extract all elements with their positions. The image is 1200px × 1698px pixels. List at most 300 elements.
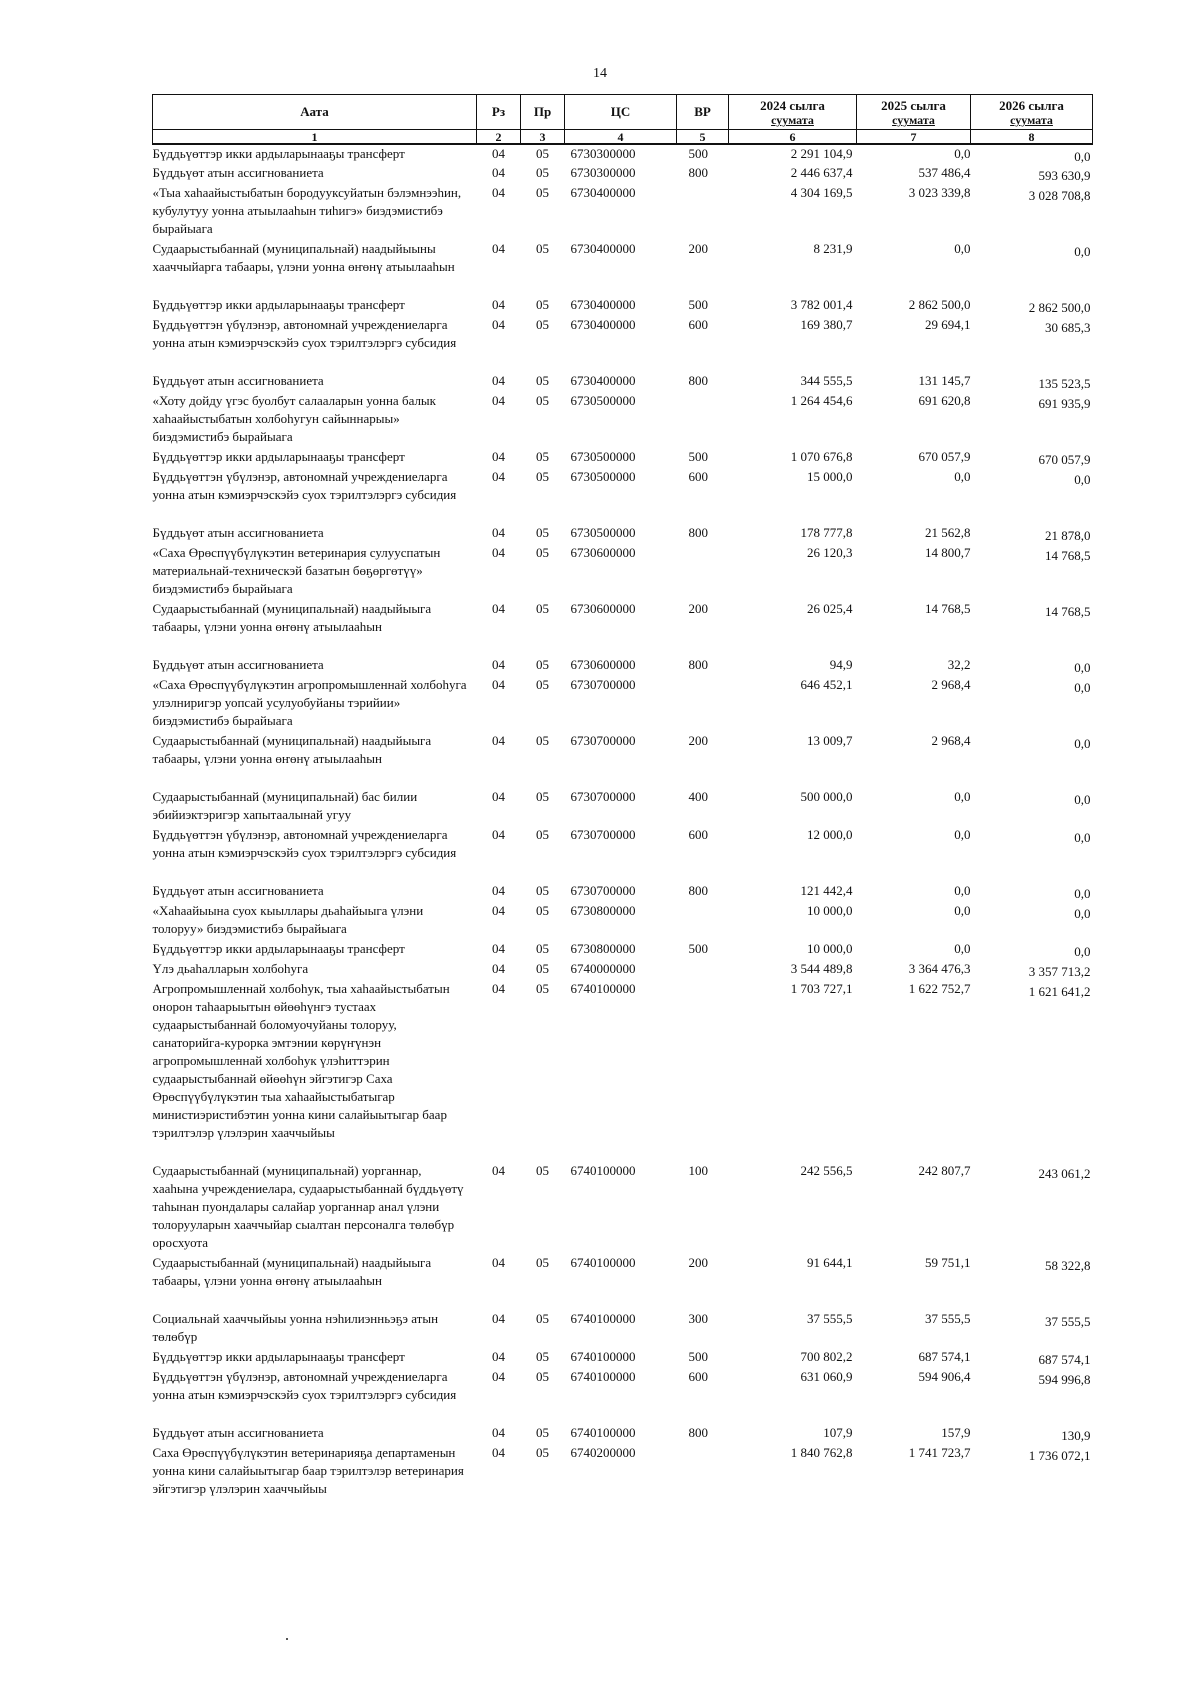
page-number: 14 <box>593 66 607 81</box>
row-2025-cell: 594 906,4 <box>918 1369 971 1384</box>
row-2026-value: 691 935,9 <box>1038 396 1091 411</box>
row-pr-cell: 05 <box>536 545 549 560</box>
row-2026-value: 30 685,3 <box>1045 320 1091 335</box>
row-2026-value: 0,0 <box>1074 792 1091 807</box>
row-pr-cell: 05 <box>536 827 549 842</box>
row-pr-cell: 05 <box>536 733 549 748</box>
row-2024-cell: 26 120,3 <box>807 545 853 560</box>
row-vr-cell: 500 <box>688 941 708 956</box>
row-cs-cell: 6740200000 <box>570 1445 636 1460</box>
row-rz-cell: 04 <box>492 241 505 256</box>
row-2025-cell: 0,0 <box>954 827 971 842</box>
row-cs-cell: 6740100000 <box>570 1425 636 1440</box>
row-name-cell: Бүддьүөттэр икки ардыларынааҕы трансферт <box>152 297 405 312</box>
table-row <box>153 960 1093 980</box>
row-name-cell: Бүддьүөт атын ассигнованиета <box>152 165 324 180</box>
row-pr-cell: 05 <box>536 941 549 956</box>
row-rz-cell: 04 <box>492 941 505 956</box>
row-2026-cell <box>971 902 1093 940</box>
row-vr-cell: 200 <box>688 1255 708 1270</box>
row-vr-cell: 300 <box>688 1311 708 1326</box>
row-rz-cell: 04 <box>492 545 505 560</box>
table-row <box>153 392 1093 448</box>
row-vr-cell <box>677 676 729 732</box>
row-2025-cell: 157,9 <box>941 1425 971 1440</box>
row-2026-cell <box>971 372 1093 392</box>
col-number: 8 <box>971 130 1093 145</box>
table-row <box>153 296 1093 316</box>
row-cs-cell: 6730700000 <box>570 677 636 692</box>
row-pr-cell: 05 <box>536 393 549 408</box>
row-pr-cell: 05 <box>536 165 549 180</box>
row-2024-cell: 3 544 489,8 <box>790 961 853 976</box>
row-2025-cell: 21 562,8 <box>925 525 971 540</box>
row-2024-cell: 4 304 169,5 <box>790 185 853 200</box>
row-2026-value: 0,0 <box>1074 736 1091 751</box>
row-2024-cell: 15 000,0 <box>807 469 853 484</box>
row-rz-cell: 04 <box>492 449 505 464</box>
row-cs-cell: 6730700000 <box>570 733 636 748</box>
row-rz-cell: 04 <box>492 1369 505 1384</box>
row-pr-cell: 05 <box>536 1163 549 1178</box>
table-body <box>153 144 1093 1518</box>
row-cs-cell: 6740100000 <box>570 981 636 996</box>
col-number: 1 <box>153 130 477 145</box>
row-2024-cell: 700 802,2 <box>800 1349 853 1364</box>
row-name-cell: Судаарыстыбаннай (муниципальнай) наадыйыыга табаары, үлэни уонна өҥөнү атыылааһын <box>152 733 432 766</box>
row-vr-cell <box>677 1444 729 1518</box>
row-2026-cell <box>971 960 1093 980</box>
row-name-cell: Бүддьүөт атын ассигнованиета <box>152 1425 324 1440</box>
row-2026-value: 14 768,5 <box>1045 548 1091 563</box>
table-row <box>153 524 1093 544</box>
row-2026-value: 687 574,1 <box>1038 1352 1091 1367</box>
row-2026-value: 0,0 <box>1074 680 1091 695</box>
row-rz-cell: 04 <box>492 185 505 200</box>
row-vr-cell: 500 <box>688 1349 708 1364</box>
row-2026-value: 243 061,2 <box>1038 1166 1091 1181</box>
row-pr-cell: 05 <box>536 449 549 464</box>
row-2025-cell: 0,0 <box>954 883 971 898</box>
row-vr-cell: 600 <box>688 1369 708 1384</box>
row-2025-cell: 32,2 <box>947 657 971 672</box>
row-pr-cell: 05 <box>536 961 549 976</box>
row-2024-cell: 10 000,0 <box>807 903 853 918</box>
row-vr-cell: 800 <box>688 373 708 388</box>
row-rz-cell: 04 <box>492 525 505 540</box>
row-2024-cell: 94,9 <box>829 657 853 672</box>
row-vr-cell: 800 <box>688 883 708 898</box>
row-name-cell: Бүддьүөттэн үбүлэнэр, автономнай учреждениеларга уонна атын кэмиэрчэскэйэ суох тэрилтэлэргэ субсидия <box>152 827 457 860</box>
row-2025-cell: 2 968,4 <box>931 733 971 748</box>
row-2026-cell <box>971 392 1093 448</box>
row-2026-cell <box>971 1424 1093 1444</box>
col-number: 5 <box>677 130 729 145</box>
row-2025-cell: 537 486,4 <box>918 165 971 180</box>
header-2026-year: 2026 сылга <box>999 98 1064 113</box>
row-name-cell: Саха Өрөспүүбүлүкэтин ветеринарияҕа департаменын уонна кини салайыытыгар баар тэрилтэлэр ветеринария эйгэтигэр үлэлэрин хааччыйыы <box>152 1445 464 1496</box>
row-2024-cell: 8 231,9 <box>813 241 853 256</box>
row-name-cell: Бүддьүөттэн үбүлэнэр, автономнай учреждениеларга уонна атын кэмиэрчэскэйэ суох тэрилтэлэргэ субсидия <box>152 1369 457 1402</box>
row-rz-cell: 04 <box>492 469 505 484</box>
row-2024-cell: 12 000,0 <box>807 827 853 842</box>
table-row <box>153 1162 1093 1254</box>
row-pr-cell: 05 <box>536 1369 549 1384</box>
row-cs-cell: 6740100000 <box>570 1311 636 1326</box>
row-2024-cell: 242 556,5 <box>800 1163 853 1178</box>
row-name-cell: «Саха Өрөспүүбүлүкэтин агропромышленнай холбоһуга улэлниригэр уопсай усулуобуйаны тэрийии» биэдэмистибэ бырайыага <box>152 677 467 728</box>
row-2025-cell: 691 620,8 <box>918 393 971 408</box>
row-2024-cell: 2 291 104,9 <box>790 146 853 161</box>
row-pr-cell: 05 <box>536 297 549 312</box>
row-rz-cell: 04 <box>492 146 505 161</box>
row-rz-cell: 04 <box>492 733 505 748</box>
row-2026-cell <box>971 826 1093 882</box>
row-vr-cell <box>677 980 729 1162</box>
row-name-cell: «Саха Өрөспүүбүлүкэтин ветеринария сулууспатын материальнай-техническэй базатын бөҕөргөтүү» биэдэмистибэ бырайыага <box>152 545 441 596</box>
row-2025-cell: 37 555,5 <box>925 1311 971 1326</box>
header-name: Аата <box>153 95 477 130</box>
row-cs-cell: 6730600000 <box>570 545 636 560</box>
row-2026-cell <box>971 468 1093 524</box>
row-2026-cell <box>971 296 1093 316</box>
column-number-row <box>153 130 1093 145</box>
table-row <box>153 1368 1093 1424</box>
row-2025-cell: 242 807,7 <box>918 1163 971 1178</box>
row-2025-cell: 2 968,4 <box>931 677 971 692</box>
row-rz-cell: 04 <box>492 903 505 918</box>
budget-table <box>152 94 1093 1518</box>
budget-table-container <box>152 94 1092 1518</box>
row-cs-cell: 6730700000 <box>570 883 636 898</box>
row-name-cell: «Хоту дойду үгэс буолбут салааларын уонна балык хаһаайыстыбатын холбоһугун сайыннарыы» биэдэмистибэ бырайыага <box>152 393 436 444</box>
row-name-cell: Бүддьүөттэн үбүлэнэр, автономнай учреждениеларга уонна атын кэмиэрчэскэйэ суох тэрилтэлэргэ субсидия <box>152 317 457 350</box>
row-2026-cell <box>971 1254 1093 1310</box>
row-vr-cell <box>677 902 729 940</box>
table-row <box>153 656 1093 676</box>
row-pr-cell: 05 <box>536 1311 549 1326</box>
row-2026-cell <box>971 788 1093 826</box>
row-name-cell: «Хаһаайыына суох кыыллары дьаһайыыга үлэни толоруу» биэдэмистибэ бырайыага <box>152 903 424 936</box>
table-row <box>153 940 1093 960</box>
row-vr-cell: 600 <box>688 827 708 842</box>
table-row <box>153 788 1093 826</box>
row-name-cell: Үлэ дьаһалларын холбоһуга <box>152 961 309 976</box>
row-2026-cell <box>971 600 1093 656</box>
row-cs-cell: 6730700000 <box>570 789 636 804</box>
row-cs-cell: 6730500000 <box>570 449 636 464</box>
row-2026-cell <box>971 316 1093 372</box>
row-vr-cell <box>677 392 729 448</box>
row-rz-cell: 04 <box>492 317 505 332</box>
row-2024-cell: 91 644,1 <box>807 1255 853 1270</box>
row-2024-cell: 1 264 454,6 <box>790 393 853 408</box>
row-rz-cell: 04 <box>492 373 505 388</box>
row-2026-value: 0,0 <box>1074 244 1091 259</box>
row-2024-cell: 500 000,0 <box>800 789 853 804</box>
row-2025-cell: 0,0 <box>954 241 971 256</box>
row-vr-cell: 800 <box>688 1425 708 1440</box>
row-2026-cell <box>971 1310 1093 1348</box>
row-vr-cell: 200 <box>688 601 708 616</box>
table-row <box>153 1310 1093 1348</box>
row-cs-cell: 6730800000 <box>570 903 636 918</box>
row-2026-cell <box>971 1368 1093 1424</box>
row-2024-cell: 37 555,5 <box>807 1311 853 1326</box>
row-cs-cell: 6730500000 <box>570 469 636 484</box>
table-row <box>153 732 1093 788</box>
row-cs-cell: 6740100000 <box>570 1163 636 1178</box>
row-vr-cell: 200 <box>688 733 708 748</box>
table-row <box>153 372 1093 392</box>
row-rz-cell: 04 <box>492 297 505 312</box>
row-2026-value: 37 555,5 <box>1045 1314 1091 1329</box>
row-cs-cell: 6730400000 <box>570 373 636 388</box>
row-vr-cell: 800 <box>688 165 708 180</box>
row-name-cell: Бүддьүөттэн үбүлэнэр, автономнай учреждениеларга уонна атын кэмиэрчэскэйэ суох тэрилтэлэргэ субсидия <box>152 469 457 502</box>
header-row <box>153 95 1093 130</box>
row-2024-cell: 169 380,7 <box>800 317 853 332</box>
table-row <box>153 144 1093 164</box>
row-2025-cell: 1 741 723,7 <box>908 1445 971 1460</box>
row-pr-cell: 05 <box>536 601 549 616</box>
row-2024-cell: 178 777,8 <box>800 525 853 540</box>
table-row <box>153 164 1093 184</box>
row-pr-cell: 05 <box>536 789 549 804</box>
row-rz-cell: 04 <box>492 165 505 180</box>
table-row <box>153 600 1093 656</box>
header-2024-year: 2024 сылга <box>760 98 825 113</box>
row-2026-value: 0,0 <box>1074 149 1091 164</box>
row-rz-cell: 04 <box>492 1311 505 1326</box>
row-name-cell: Агропромышленнай холбоһук, тыа хаһаайыстыбатын онорон таһаарыытын өйөөһүнгэ тустаах судаарыстыбаннай боломуочуйаны толоруу, санаторийга-курорка эмтэнии көрүҥүнэн агропромышленнай холбоһук үлэһиттэрин судаарыстыбаннай өйөөһүн эйгэтигэр Саха Өрөспүүбүлүкэтин тыа хаһаайыстыбатыгар министиэристибэтин уонна кини салайыытыгар баар тэрилтэлэр үлэлэрин хааччыйыы <box>152 981 450 1140</box>
row-2024-cell: 2 446 637,4 <box>790 165 853 180</box>
table-row <box>153 1348 1093 1368</box>
row-2026-value: 130,9 <box>1061 1428 1091 1443</box>
row-pr-cell: 05 <box>536 317 549 332</box>
row-rz-cell: 04 <box>492 1425 505 1440</box>
table-row <box>153 544 1093 600</box>
table-row <box>153 1254 1093 1310</box>
table-row <box>153 316 1093 372</box>
row-rz-cell: 04 <box>492 393 505 408</box>
row-vr-cell: 600 <box>688 317 708 332</box>
row-2026-value: 670 057,9 <box>1038 452 1091 467</box>
row-2026-value: 0,0 <box>1074 886 1091 901</box>
row-vr-cell: 500 <box>688 449 708 464</box>
row-pr-cell: 05 <box>536 1425 549 1440</box>
row-vr-cell: 800 <box>688 657 708 672</box>
header-pr: Пр <box>521 95 565 130</box>
row-2026-value: 0,0 <box>1074 660 1091 675</box>
row-rz-cell: 04 <box>492 1163 505 1178</box>
table-row <box>153 980 1093 1162</box>
row-rz-cell: 04 <box>492 1255 505 1270</box>
row-2025-cell: 3 023 339,8 <box>908 185 971 200</box>
row-rz-cell: 04 <box>492 657 505 672</box>
table-row <box>153 676 1093 732</box>
scan-speck <box>286 1638 288 1640</box>
row-cs-cell: 6730500000 <box>570 393 636 408</box>
row-2026-cell <box>971 882 1093 902</box>
row-2025-cell: 1 622 752,7 <box>908 981 971 996</box>
row-cs-cell: 6730400000 <box>570 297 636 312</box>
row-2025-cell: 0,0 <box>954 469 971 484</box>
row-2026-value: 3 028 708,8 <box>1028 188 1091 203</box>
row-2024-cell: 3 782 001,4 <box>790 297 853 312</box>
row-rz-cell: 04 <box>492 883 505 898</box>
table-row <box>153 448 1093 468</box>
row-2026-value: 14 768,5 <box>1045 604 1091 619</box>
row-2025-cell: 0,0 <box>954 146 971 161</box>
row-2024-cell: 121 442,4 <box>800 883 853 898</box>
row-2025-cell: 14 800,7 <box>925 545 971 560</box>
row-pr-cell: 05 <box>536 185 549 200</box>
row-2025-cell: 2 862 500,0 <box>908 297 971 312</box>
row-pr-cell: 05 <box>536 883 549 898</box>
row-pr-cell: 05 <box>536 525 549 540</box>
row-name-cell: Судаарыстыбаннай (муниципальнай) наадыйыыга табаары, үлэни уонна өҥөнү атыылааһын <box>152 1255 432 1288</box>
row-cs-cell: 6730500000 <box>570 525 636 540</box>
row-2026-cell <box>971 676 1093 732</box>
row-2026-cell <box>971 1444 1093 1518</box>
row-2026-cell <box>971 448 1093 468</box>
row-name-cell: Судаарыстыбаннай (муниципальнай) наадыйыыга табаары, үлэни уонна өҥөнү атыылааһын <box>152 601 432 634</box>
row-pr-cell: 05 <box>536 1445 549 1460</box>
table-row <box>153 468 1093 524</box>
row-2026-cell <box>971 240 1093 296</box>
col-number: 3 <box>521 130 565 145</box>
row-pr-cell: 05 <box>536 1349 549 1364</box>
row-cs-cell: 6730400000 <box>570 317 636 332</box>
row-2025-cell: 0,0 <box>954 903 971 918</box>
row-2024-cell: 631 060,9 <box>800 1369 853 1384</box>
header-2025-sum: суумата <box>892 113 935 127</box>
row-2024-cell: 1 840 762,8 <box>790 1445 853 1460</box>
header-rz: Рз <box>477 95 521 130</box>
row-name-cell: Бүддьүөттэр икки ардыларынааҕы трансферт <box>152 1349 405 1364</box>
row-name-cell: Бүддьүөттэр икки ардыларынааҕы трансферт <box>152 146 405 161</box>
row-name-cell: Социальнай хааччыйыы уонна нэһилиэнньэҕэ атын төлөбүр <box>152 1311 439 1344</box>
row-2025-cell: 29 694,1 <box>925 317 971 332</box>
row-name-cell: Бүддьүөттэр икки ардыларынааҕы трансферт <box>152 449 405 464</box>
row-rz-cell: 04 <box>492 1445 505 1460</box>
row-cs-cell: 6740100000 <box>570 1369 636 1384</box>
row-2024-cell: 107,9 <box>823 1425 853 1440</box>
header-cs: ЦС <box>565 95 677 130</box>
row-pr-cell: 05 <box>536 241 549 256</box>
row-2026-cell <box>971 656 1093 676</box>
row-2025-cell: 670 057,9 <box>918 449 971 464</box>
row-name-cell: Судаарыстыбаннай (муниципальнай) уорганнар, хааһына учреждениелара, судаарыстыбаннай бүддьүөтү таһынан пуондалары салайар уорганнар анал үлэни толорууларын хааччыйар сыалтан персоналга төлөбүр оросхуота <box>152 1163 464 1250</box>
row-name-cell: Бүддьүөттэр икки ардыларынааҕы трансферт <box>152 941 405 956</box>
row-pr-cell: 05 <box>536 981 549 996</box>
row-vr-cell <box>677 960 729 980</box>
row-2025-cell: 131 145,7 <box>918 373 971 388</box>
row-rz-cell: 04 <box>492 981 505 996</box>
table-row <box>153 184 1093 240</box>
header-2024-sum: суумата <box>771 113 814 127</box>
row-2026-value: 0,0 <box>1074 944 1091 959</box>
row-2025-cell: 0,0 <box>954 789 971 804</box>
col-number: 7 <box>857 130 971 145</box>
row-cs-cell: 6730300000 <box>570 146 636 161</box>
table-row <box>153 882 1093 902</box>
row-cs-cell: 6730400000 <box>570 185 636 200</box>
row-vr-cell: 100 <box>688 1163 708 1178</box>
header-2025 <box>857 95 971 130</box>
row-vr-cell <box>677 544 729 600</box>
row-name-cell: Бүддьүөт атын ассигнованиета <box>152 373 324 388</box>
row-name-cell: Судаарыстыбаннай (муниципальнай) наадыйыыны хааччыйарга табаары, үлэни уонна өҥөнү атыылааһын <box>152 241 455 274</box>
row-pr-cell: 05 <box>536 373 549 388</box>
header-vr: ВР <box>677 95 729 130</box>
row-pr-cell: 05 <box>536 1255 549 1270</box>
table-row <box>153 902 1093 940</box>
row-cs-cell: 6730400000 <box>570 241 636 256</box>
row-2026-value: 594 996,8 <box>1038 1372 1091 1387</box>
header-2025-year: 2025 сылга <box>881 98 946 113</box>
table-row <box>153 826 1093 882</box>
row-2024-cell: 1 703 727,1 <box>790 981 853 996</box>
row-2024-cell: 26 025,4 <box>807 601 853 616</box>
row-vr-cell <box>677 184 729 240</box>
row-pr-cell: 05 <box>536 146 549 161</box>
row-vr-cell: 400 <box>688 789 708 804</box>
row-name-cell: Бүддьүөт атын ассигнованиета <box>152 883 324 898</box>
row-2026-value: 58 322,8 <box>1045 1258 1091 1273</box>
header-2026 <box>971 95 1093 130</box>
row-vr-cell: 600 <box>688 469 708 484</box>
row-2026-value: 0,0 <box>1074 830 1091 845</box>
row-2025-cell: 14 768,5 <box>925 601 971 616</box>
row-rz-cell: 04 <box>492 961 505 976</box>
row-pr-cell: 05 <box>536 657 549 672</box>
row-2026-cell <box>971 544 1093 600</box>
row-vr-cell: 500 <box>688 297 708 312</box>
row-rz-cell: 04 <box>492 827 505 842</box>
row-vr-cell: 500 <box>688 146 708 161</box>
table-row <box>153 1424 1093 1444</box>
row-2025-cell: 687 574,1 <box>918 1349 971 1364</box>
row-2024-cell: 10 000,0 <box>807 941 853 956</box>
row-2026-cell <box>971 524 1093 544</box>
table-row <box>153 240 1093 296</box>
row-cs-cell: 6740100000 <box>570 1349 636 1364</box>
row-pr-cell: 05 <box>536 677 549 692</box>
row-cs-cell: 6730600000 <box>570 601 636 616</box>
row-2026-cell <box>971 184 1093 240</box>
row-pr-cell: 05 <box>536 903 549 918</box>
row-2026-value: 2 862 500,0 <box>1028 300 1091 315</box>
col-number: 2 <box>477 130 521 145</box>
row-name-cell: Бүддьүөт атын ассигнованиета <box>152 657 324 672</box>
row-name-cell: Судаарыстыбаннай (муниципальнай) бас билии эбийиэктэригэр хапытаалынай угуу <box>152 789 418 822</box>
row-2026-cell <box>971 1348 1093 1368</box>
row-cs-cell: 6740000000 <box>570 961 636 976</box>
row-2026-value: 135 523,5 <box>1038 376 1091 391</box>
row-2025-cell: 59 751,1 <box>925 1255 971 1270</box>
row-2025-cell: 0,0 <box>954 941 971 956</box>
row-rz-cell: 04 <box>492 677 505 692</box>
header-2024 <box>729 95 857 130</box>
row-2026-value: 21 878,0 <box>1045 528 1091 543</box>
row-vr-cell: 800 <box>688 525 708 540</box>
row-2026-cell <box>971 164 1093 184</box>
col-number: 4 <box>565 130 677 145</box>
row-2026-value: 3 357 713,2 <box>1028 964 1091 979</box>
row-2026-value: 1 736 072,1 <box>1028 1448 1091 1463</box>
